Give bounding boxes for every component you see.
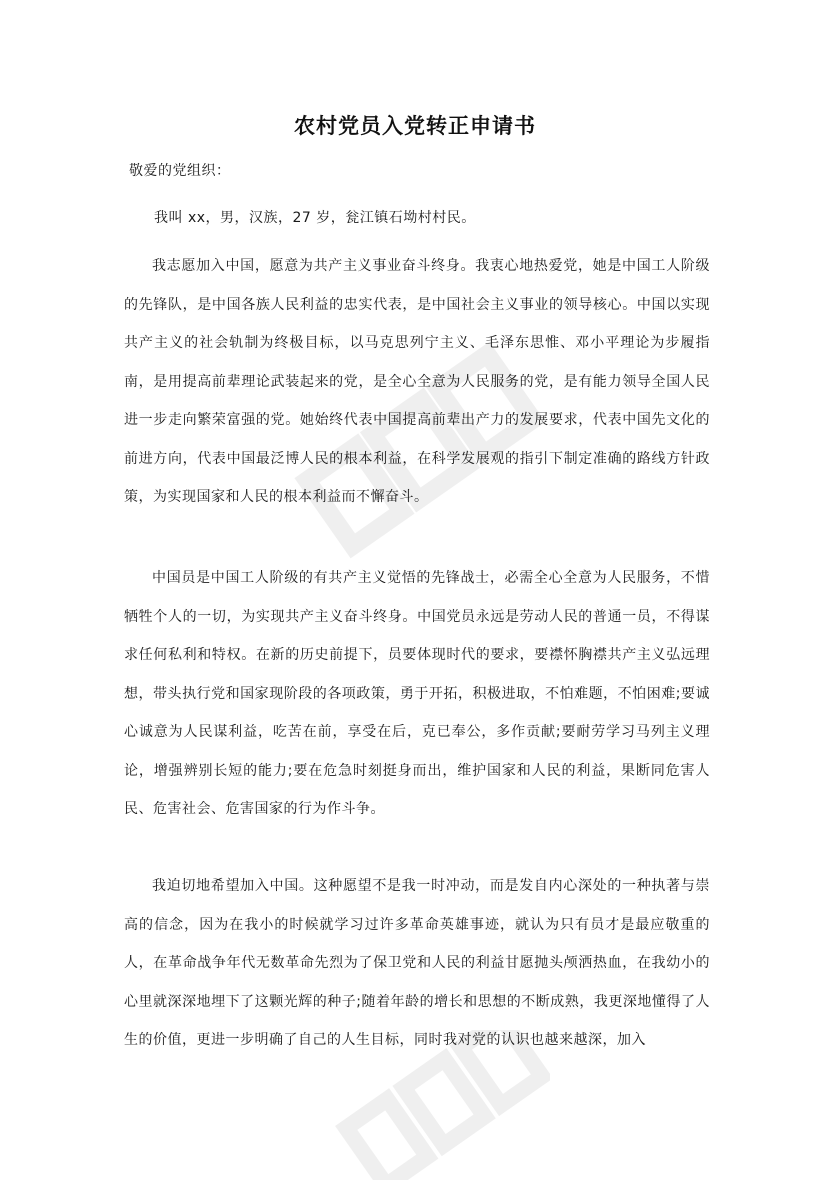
body-paragraph: 我志愿加入中国，愿意为共产主义事业奋斗终身。我衷心地热爱党，她是中国工人阶级的先锋队，是中国各族人民利益的忠实代表，是中国社会主义事业的领导核心。中国以实现共产主义的社会轨制为终极目标，以马克思列宁主义、毛泽东思惟、邓小平理论为步履指南，是用提高前辈理论武装起来的党，是全心全意为人民服务的党，是有能力领导全国人民进一步走向繁荣富强的党。她始终代表中国提高前辈出产力的发展要求，代表中国先文化的前进方向，代表中国最泛博人民的根本利益，在科学发展观的指引下制定准确的路线方针政策，为实现国家和人民的根本利益而不懈奋斗。 [124, 258, 710, 505]
intro-line: 我叫 xx，男，汉族，27 岁，瓮江镇石坳村村民。 [154, 210, 476, 226]
body-paragraph: 我迫切地希望加入中国。这种愿望不是我一时冲动，而是发自内心深处的一种执著与崇高的信念，因为在我小的时候就学习过许多革命英雄事迹，就认为只有员才是最应敬重的人，在革命战争年代无数革命先烈为了保卫党和人民的利益甘愿抛头颅洒热血，在我幼小的心里就深深地埋下了这颗光辉的种子;随着年龄的增长和思想的不断成熟，我更深地懂得了人生的价值，更进一步明确了自己的人生目标，同时我对党的认识也越来越深，加入 [124, 878, 710, 1048]
body-paragraph: 中国员是中国工人阶级的有共产主义觉悟的先锋战士，必需全心全意为人民服务，不惜牺牲个人的一切，为实现共产主义奋斗终身。中国党员永远是劳动人民的普通一员，不得谋求任何私利和特权。在新的历史前提下，员要体现时代的要求，要襟怀胸襟共产主义弘远理想，带头执行党和国家现阶段的各项政策，勇于开拓，积极进取，不怕难题，不怕困难;要诚心诚意为人民谋利益，吃苦在前，享受在后，克已奉公，多作贡献;要耐劳学习马列主义理论，增强辨别长短的能力;要在危急时刻挺身而出，维护国家和人民的利益，果断同危害人民、危害社会、危害国家的行为作斗争。 [124, 570, 710, 817]
document-title: 农村党员入党转正申请书 [294, 114, 536, 138]
salutation: 敬爱的党组织： [129, 163, 231, 179]
